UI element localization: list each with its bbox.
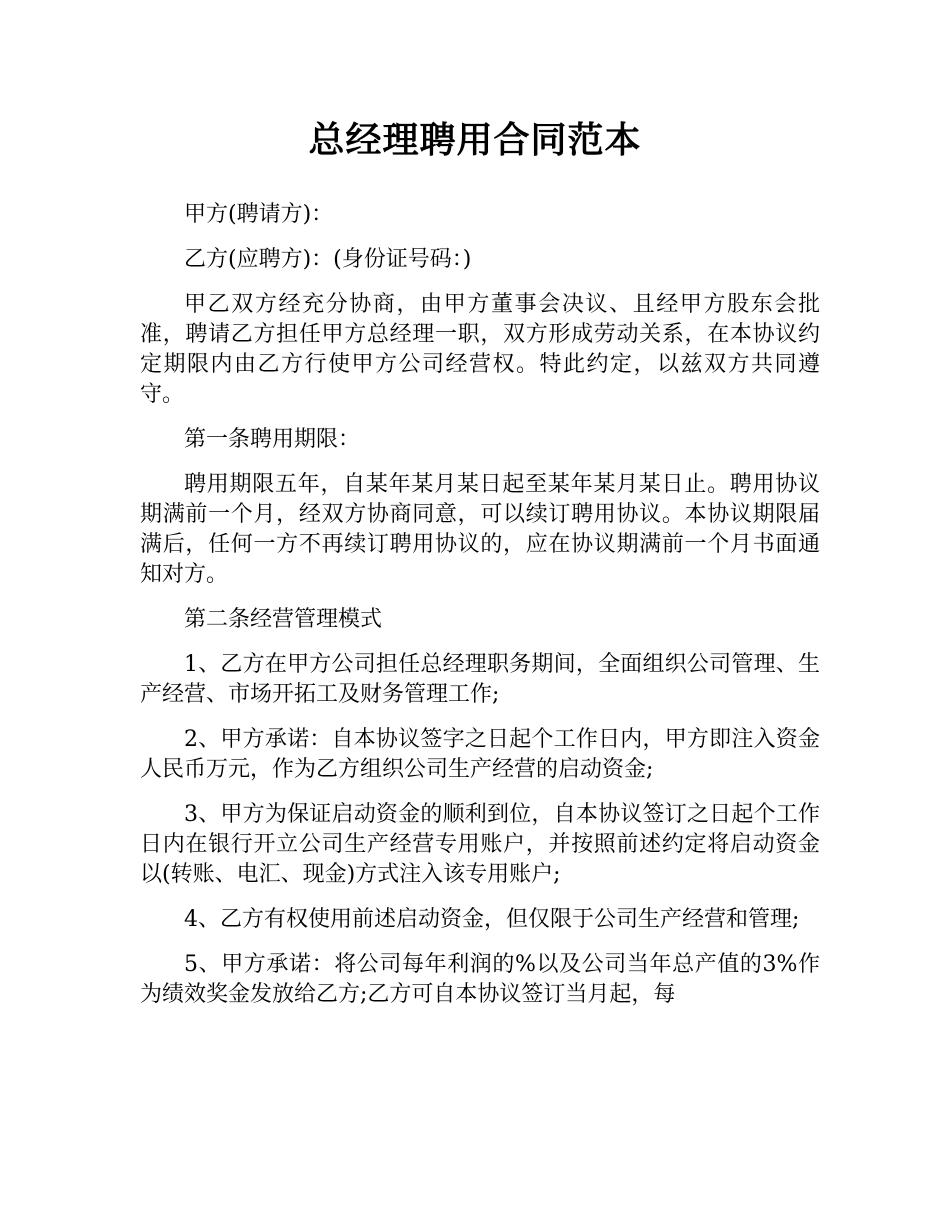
preamble-paragraph: 甲乙双方经充分协商，由甲方董事会决议、且经甲方股东会批准，聘请乙方担任甲方总经理一职，双方形成劳动关系，在本协议约定期限内由乙方行使甲方公司经营权。特此约定，以兹双方共同遵守。 [140, 292, 820, 407]
clause-4: 4、乙方有权使用前述启动资金，但仅限于公司生产经营和管理; [184, 907, 800, 932]
article-2-heading: 第二条经营管理模式 [184, 607, 383, 632]
article-1-paragraph: 聘用期限五年，自某年某月某日起至某年某月某日止。聘用协议期满前一个月，经双方协商同意，可以续订聘用协议。本协议期限届满后，任何一方不再续订聘用协议的，应在协议期满前一个月书面通知对方。 [140, 472, 820, 587]
clause-2: 2、甲方承诺：自本协议签字之日起个工作日内，甲方即注入资金人民币万元，作为乙方组织公司生产经营的启动资金; [140, 727, 820, 782]
party-b-line: 乙方(应聘方)：(身份证号码：) [184, 247, 472, 272]
clause-5: 5、甲方承诺：将公司每年利润的%以及公司当年总产值的3%作为绩效奖金发放给乙方;乙方可自本协议签订当月起，每 [140, 952, 820, 1007]
document-body [140, 200, 820, 1025]
clause-1: 1、乙方在甲方公司担任总经理职务期间，全面组织公司管理、生产经营、市场开拓工及财务管理工作; [140, 652, 820, 707]
party-a-line: 甲方(聘请方)： [184, 202, 334, 227]
clause-3: 3、甲方为保证启动资金的顺利到位，自本协议签订之日起个工作日内在银行开立公司生产经营专用账户，并按照前述约定将启动资金以(转账、电汇、现金)方式注入该专用账户; [140, 802, 820, 887]
article-1-heading: 第一条聘用期限： [184, 427, 361, 452]
document-title: 总经理聘用合同范本 [308, 120, 642, 161]
